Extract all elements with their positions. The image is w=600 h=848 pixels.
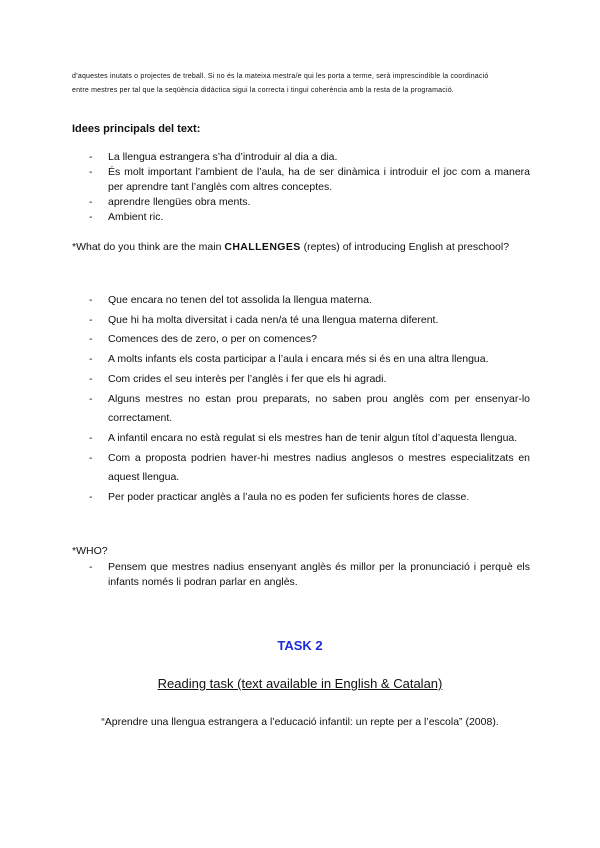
list-item: - A molts infants els costa participar a l’aula i encara més si és en una altra llengua. [72,350,530,370]
intro-fragment [72,70,530,98]
list-item: - Que hi ha molta diversitat i cada nen/a té una llengua materna diferent. [72,311,530,331]
list-item: - Com a proposta podrien haver-hi mestres nadius anglesos o mestres especialitzats en aquest llengua. [72,449,530,488]
list-item: - Comences des de zero, o per on comences? [72,330,530,350]
question-keyword: CHALLENGES [224,241,301,253]
reading-task-heading: Reading task (text available in English & Catalan) [157,676,443,691]
question-suffix: (reptes) of introducing English at preschool? [300,241,510,253]
list-item: - Ambient ric. [72,210,530,225]
main-ideas-heading: Idees principals del text: [72,123,201,135]
who-list [72,560,530,590]
question-prefix: *What do you think are the main [72,241,225,253]
list-item: - És molt important l’ambient de l’aula, ha de ser dinàmica i introduir el joc com a manera per aprendre tant l’anglès com altres conceptes. [72,165,530,195]
intro-line-2: entre mestres per tal que la seqüència didàctica sigui la correcta i tingui coherència amb la resta de la programació. [72,87,454,94]
intro-line-1: d’aquestes inutats o projectes de treball. Si no és la mateixa mestra/e qui les porta a terme, serà imprescindible la coordinació [72,73,489,80]
list-item: - aprendre llengües obra ments. [72,195,530,210]
list-item: - Per poder practicar anglès a l’aula no es poden fer suficients hores de classe. [72,488,530,508]
list-item: - A infantil encara no està regulat si els mestres han de tenir algun títol d’aquesta llengua. [72,429,530,449]
list-item: - La llengua estrangera s’ha d’introduir al dia a dia. [72,150,530,165]
challenges-question [72,240,530,256]
list-item: - Com crides el seu interès per l’anglès i fer que els hi agradi. [72,370,530,390]
who-label: *WHO? [72,545,108,557]
list-item: - Que encara no tenen del tot assolida la llengua materna. [72,291,530,311]
reading-reference: “Aprendre una llengua estrangera a l’educació infantil: un repte per a l’escola” (2008). [101,716,499,728]
task-title: TASK 2 [277,638,323,653]
list-item: - Pensem que mestres nadius ensenyant anglès és millor per la pronunciació i perquè els infants només li podran parlar en anglès. [72,560,530,590]
main-ideas-list [72,150,530,225]
challenges-list [72,291,530,508]
list-item: - Alguns mestres no estan prou preparats, no saben prou anglès com per ensenyar-lo correctament. [72,390,530,429]
